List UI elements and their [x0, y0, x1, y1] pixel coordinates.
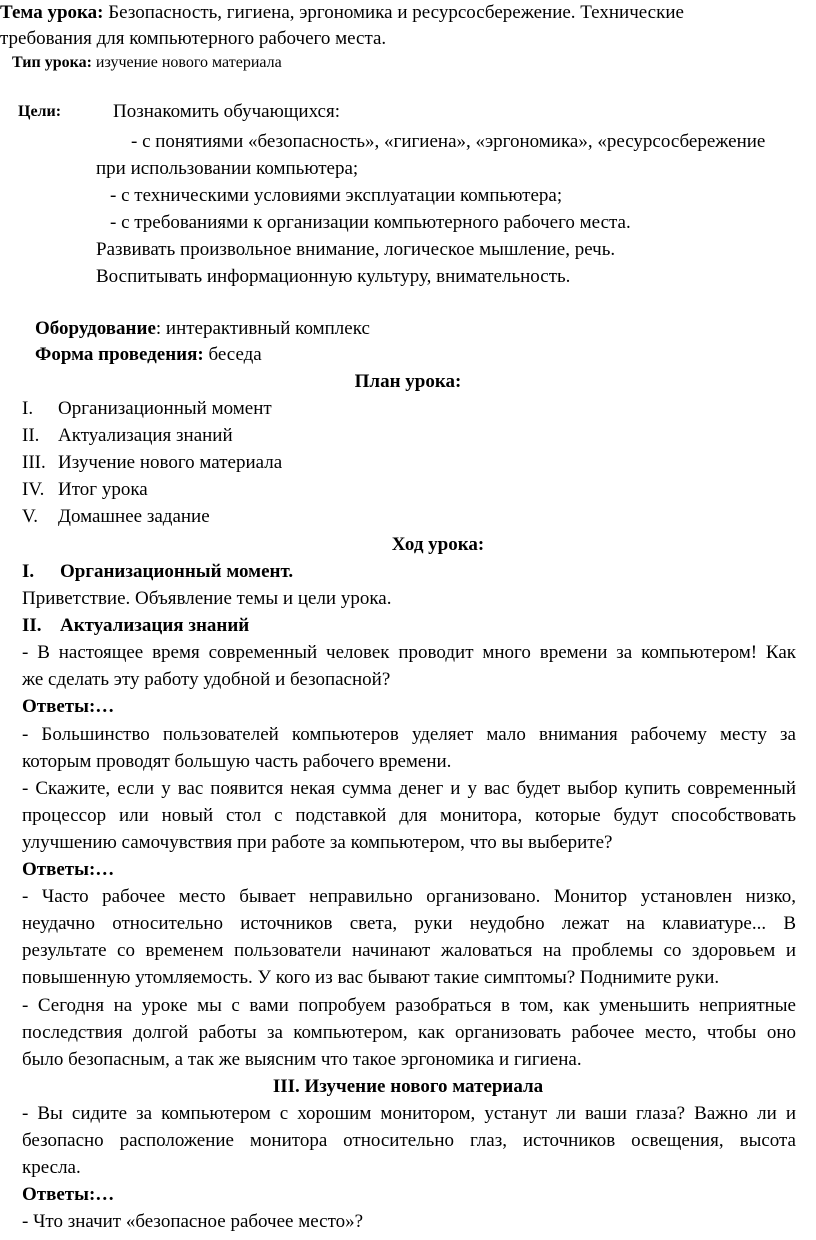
answers-label: Ответы:…: [22, 859, 115, 880]
plan-title: План урока:: [354, 371, 462, 392]
goals-label: Цели:: [18, 103, 62, 120]
paragraph-line: - Сегодня на уроке мы с вами попробуем разобраться в том, как уменьшить неприятные: [22, 995, 796, 1016]
equipment-label: Оборудование: [35, 318, 156, 339]
answers-label: Ответы:…: [22, 1184, 115, 1205]
goals-intro: Познакомить обучающихся:: [113, 101, 340, 122]
goal-line: - с понятиями «безопасность», «гигиена», «эргономика», «ресурсосбережение: [131, 131, 766, 152]
goal-line: при использовании компьютера;: [96, 158, 359, 179]
paragraph-line: процессор или новый стол с подставкой для монитора, которые будут способствовать: [22, 805, 796, 826]
answers-label: Ответы:…: [22, 696, 115, 717]
paragraph-line: повышенную утомляемость. У кого из вас бывают такие симптомы? Поднимите руки.: [22, 967, 720, 988]
paragraph-line: кресла.: [22, 1157, 81, 1178]
plan-item: II. Актуализация знаний: [22, 425, 233, 446]
paragraph-line: последствия долгой работы за компьютером, как организовать рабочее место, чтобы оно: [22, 1022, 796, 1043]
section-1-heading: I. Организационный момент.: [22, 561, 294, 582]
equipment: [35, 318, 370, 340]
goal-line: Воспитывать информационную культуру, внимательность.: [96, 266, 571, 287]
type-text: изучение нового материала: [91, 54, 282, 71]
goal-line: - с требованиями к организации компьютерного рабочего места.: [110, 212, 631, 233]
paragraph-line: - Большинство пользователей компьютеров уделяет мало внимания рабочему месту за: [22, 724, 796, 745]
paragraph-line: результате со временем пользователи начинают жаловаться на проблемы со здоровьем и: [22, 940, 796, 961]
topic-label: Тема урока:: [0, 2, 104, 23]
paragraph-line: же сделать эту работу удобной и безопасной?: [22, 669, 391, 690]
paragraph-line: - В настоящее время современный человек проводит много времени за компьютером! Как: [22, 642, 796, 663]
paragraph-line: - Вы сидите за компьютером с хорошим монитором, устанут ли ваши глаза? Важно ли и: [22, 1103, 796, 1124]
plan-item: I. Организационный момент: [22, 398, 272, 419]
lesson-type: [12, 54, 282, 72]
paragraph-line: которым проводят большую часть рабочего времени.: [22, 751, 452, 772]
topic-text: Безопасность, гигиена, эргономика и ресурсосбережение. Технические: [103, 2, 684, 23]
equipment-text: : интерактивный комплекс: [155, 318, 370, 339]
paragraph-line: - Что значит «безопасное рабочее место»?: [22, 1211, 364, 1232]
section-1-text: Приветствие. Объявление темы и цели урока.: [22, 588, 392, 609]
paragraph-line: неудачно относительно источников света, руки неудобно лежат на клавиатуре... В: [22, 913, 796, 934]
paragraph-line: безопасно расположение монитора относительно глаз, источников освещения, высота: [22, 1130, 796, 1151]
form: [35, 344, 262, 366]
goal-line: - с техническими условиями эксплуатации компьютера;: [110, 185, 563, 206]
topic-line-2: требования для компьютерного рабочего места.: [0, 28, 387, 49]
paragraph-line: - Часто рабочее место бывает неправильно организовано. Монитор установлен низко,: [22, 886, 796, 907]
paragraph-line: - Скажите, если у вас появится некая сумма денег и у вас будет выбор купить современный: [22, 778, 796, 799]
goal-line: Развивать произвольное внимание, логическое мышление, речь.: [96, 239, 616, 260]
form-label: Форма проведения:: [35, 344, 204, 365]
plan-item: IV. Итог урока: [22, 479, 148, 500]
type-label: Тип урока:: [12, 54, 92, 71]
plan-item: V. Домашнее задание: [22, 506, 210, 527]
paragraph-line: было безопасным, а так же выясним что такое эргономика и гигиена.: [22, 1049, 582, 1070]
section-3-heading: III. Изучение нового материала: [272, 1076, 544, 1097]
plan-item: III. Изучение нового материала: [22, 452, 283, 473]
section-2-heading: II. Актуализация знаний: [22, 615, 250, 636]
paragraph-line: улучшению самочувствия при работе за компьютером, что вы выберите?: [22, 832, 613, 853]
form-text: беседа: [203, 344, 262, 365]
topic-line-1: [0, 2, 816, 24]
course-title: Ход урока:: [391, 534, 485, 555]
